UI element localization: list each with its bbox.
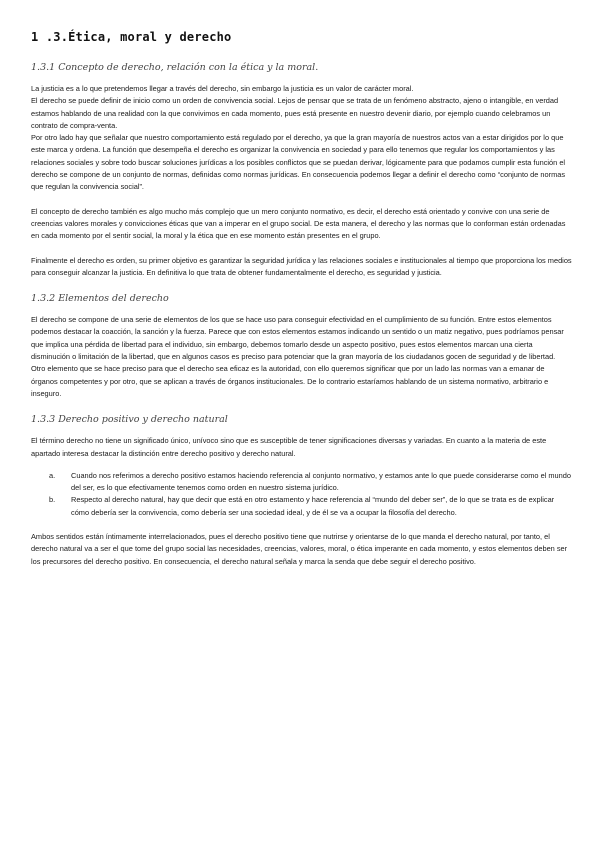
section-concepto xyxy=(31,62,572,279)
definition-list xyxy=(31,470,572,519)
list-marker: a. xyxy=(49,470,56,480)
paragraph: El derecho se puede definir de inicio como un orden de convivencia social. Lejos de pensar que se trata de un fenómeno abstracto, ajeno o intangible, en verdad estamos hablando de una realidad con la que convivimos en cada momento, pues está presente en nuestro devenir diario, por ejemplo cuando celebramos un contrato de compra-venta. xyxy=(31,96,559,130)
section-positivo-natural xyxy=(31,414,572,568)
paragraph: El derecho se compone de una serie de elementos de los que se hace uso para conseguir efectividad en el cumplimiento de su función. Entre estos elementos podemos destacar la coacción, la sanción y la fuerza. Parece que con estos elementos estamos indicando un sentido o un matiz negativo, pues podríamos pensar que implica una pérdida de libertad para el individuo, sin embargo, debemos tomarlo desde un aspecto positivo, pues estos elementos marcan una cierta disminución o limitación de la libertad, que en algunos casos es preciso para potenciar que la gran mayoría de los ciudadanos gocen de seguridad y de libertad. xyxy=(31,315,564,362)
paragraph: Por otro lado hay que señalar que nuestro comportamiento está regulado por el derecho, ya que la gran mayoría de nuestros actos van a estar dirigidos por lo que este marca y ordena. La función que desempeña el derecho es organizar la convivencia en sociedad y para ello tenemos que regular los comportamientos y las relaciones sociales y sobre todo buscar soluciones jurídicas a los posibles conflictos que se puedan derivar, lógicamente para que podamos cumplir esta función el derecho se compone de un conjunto de normas, definidas como normas jurídicas. En consecuencia podemos llegar a definir el derecho como “conjunto de normas que regulan la convivencia social”. xyxy=(31,133,566,192)
section-heading: 1.3.2 Elementos del derecho xyxy=(31,293,169,305)
list-item-text: Cuando nos referimos a derecho positivo estamos haciendo referencia al conjunto normativo, y estamos ante lo que puede considerarse como el mundo del ser, es lo que efectivamente tenemos como orden en nuestro sistema jurídico. xyxy=(71,470,571,493)
list-marker: b. xyxy=(49,495,56,505)
section-elementos xyxy=(31,293,572,400)
paragraph: El término derecho no tiene un significado único, unívoco sino que es susceptible de tener significaciones diversas y variadas. En cuanto a la materia de este apartado interesa destacar la distinción entre derecho positivo y derecho natural. xyxy=(31,436,547,458)
list-item-text: Respecto al derecho natural, hay que decir que está en otro estamento y hace referencia al “mundo del deber ser”, de lo que se trata es de explicar cómo debería ser la convivencia, como debería ser una sociedad ideal, y de él se va a ocupar la filosofía del derecho. xyxy=(71,495,555,517)
list-item xyxy=(49,494,572,519)
section-heading: 1.3.1 Concepto de derecho, relación con la ética y la moral. xyxy=(31,62,319,73)
list-item xyxy=(49,470,572,495)
paragraph: Finalmente el derecho es orden, su primer objetivo es garantizar la seguridad jurídica y las relaciones sociales e institucionales al tiempo que proporciona los medios para conseguir alcanzar la justicia. En definitiva lo que trata de obtener fundamentalmente el derecho, es seguridad y justicia. xyxy=(31,255,572,277)
paragraph: Otro elemento que se hace preciso para que el derecho sea eficaz es la autoridad, con ello queremos significar que por un lado las normas van a emanar de órganos competentes y por otro, que se aplican a través de órganos institucionales. De lo contrario estaríamos hablando de un sistema normativo, arbitrario e inseguro. xyxy=(31,364,549,398)
paragraph: Ambos sentidos están íntimamente interrelacionados, pues el derecho positivo tiene que nutrirse y orientarse de lo que manda el derecho natural, por tanto, el derecho natural va a ser el que tome del grupo social las necesidades, creencias, valores, moral, o ética imperante en cada momento, y estos elementos deben ser los precursores del derecho positivo. En consecuencia, el derecho natural señala y marca la senda que debe seguir el derecho positivo. xyxy=(31,532,568,566)
page-title: 1 .3.Ética, moral y derecho xyxy=(31,30,232,44)
paragraph: La justicia es a lo que pretendemos llegar a través del derecho, sin embargo la justicia es un valor de carácter moral. xyxy=(31,84,414,93)
section-heading: 1.3.3 Derecho positivo y derecho natural xyxy=(31,414,228,426)
paragraph: El concepto de derecho también es algo mucho más complejo que un mero conjunto normativo, es decir, el derecho está orientado y convive con una serie de creencias valores morales y convicciones éticas que van a imperar en el grupo social. De esta manera, el derecho y las normas que lo conforman están ordenadas en cada momento por el sentir social, la moral y la ética que en ese momento están presentes en el grupo. xyxy=(31,206,566,241)
